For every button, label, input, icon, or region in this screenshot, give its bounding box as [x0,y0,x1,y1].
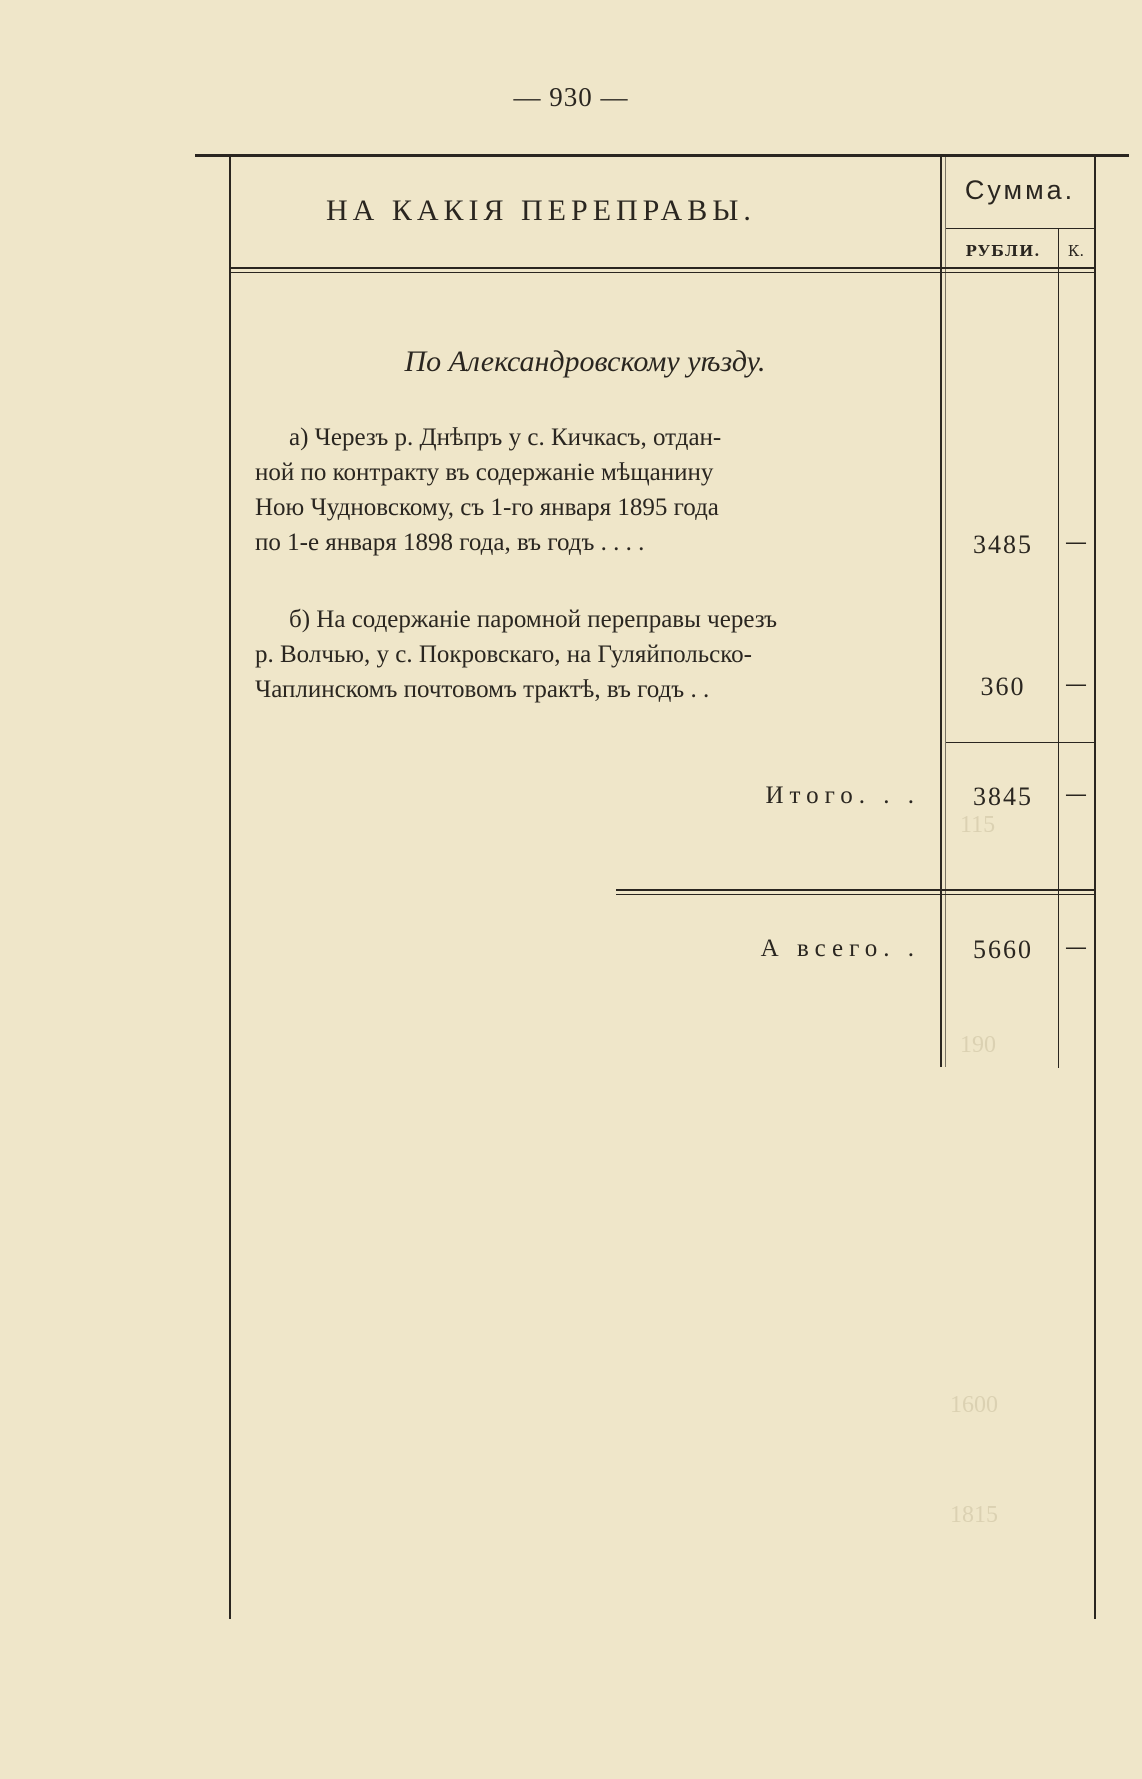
show-through-text: 1600 [950,1392,998,1418]
subtotal-amount: 3845 [973,782,1033,811]
sum-header-divider [946,228,1094,229]
sum-column-left-rule-inner [945,157,946,1067]
entry-a-text [255,420,920,560]
total-rule-bottom [616,894,1094,895]
entry-line: Ною Чудновскому, съ 1-го января 1895 года [255,494,719,521]
header-bottom-rule [231,267,1094,269]
subtotal-rule [946,742,1094,743]
entry-line: б) На содержаніе паромной переправы черезъ [289,606,778,633]
show-through-text: 115 [960,812,996,838]
show-through-text: 1815 [950,1502,998,1528]
total-rule-top [616,889,1094,891]
entry-line: р. Волчью, у с. Покровскаго, на Гуляйпольско- [255,641,752,668]
sum-column-left-rule [940,157,942,1067]
entry-line: а) Черезъ р. Днѣпръ у с. Кичкасъ, отдан- [289,424,722,451]
entry-b-text [255,602,920,707]
subtotal-label: Итого. . . [765,782,920,809]
table-right-rule [1094,157,1096,1619]
total-amount: 5660 [973,935,1033,964]
subtotal-kopecks: — [1065,782,1087,807]
header-bottom-rule-2 [231,272,1094,273]
page-number: — 930 — [513,82,629,112]
total-label: А всего. . [760,935,920,962]
column-header-kopecks: К. [1067,242,1085,260]
table-top-rule [195,154,1129,157]
total-kopecks: — [1065,935,1087,960]
column-header-sum: Сумма. [964,175,1076,205]
entry-line: ной по контракту въ содержаніе мѣщанину [255,459,714,486]
entry-b-kopecks: — [1065,672,1087,697]
entry-a-kopecks: — [1065,530,1087,555]
entry-line: по 1-е января 1898 года, въ годъ . . . . [255,529,645,556]
column-header-crossings: НА КАКІЯ ПЕРЕПРАВЫ. [326,194,756,227]
entry-b-amount: 360 [980,672,1026,701]
entry-a-amount: 3485 [973,530,1033,559]
column-header-rubles: РУБЛИ. [965,242,1041,260]
district-heading: По Александровскому уѣзду. [404,345,766,378]
entry-line: Чаплинскомъ почтовомъ трактѣ, въ годъ . . [255,676,710,703]
show-through-text: 190 [960,1032,996,1058]
